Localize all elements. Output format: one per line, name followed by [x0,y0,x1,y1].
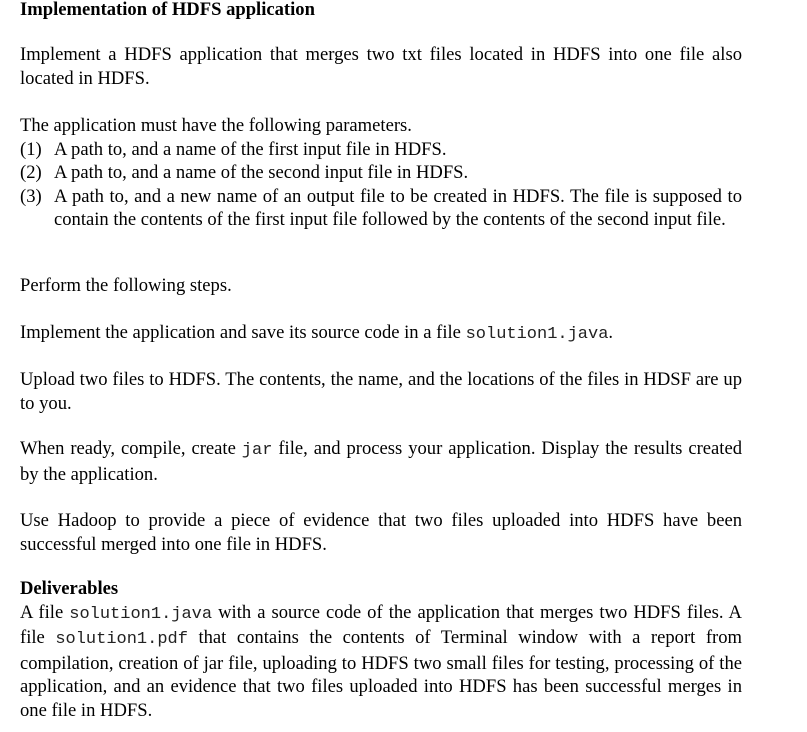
parameter-text: A path to, and a new name of an output file to be created in HDFS. The file is supposed to contain the contents of the first input file followed by the contents of the second input file. [54,185,742,230]
step-implement-text: Implement the application and save its source code in a file [20,322,466,343]
step-evidence: Use Hadoop to provide a piece of evidence that two files uploaded into HDFS have been successful merged into one file in HDFS. [20,510,742,555]
parameter-number: (3) [20,185,42,207]
jar-keyword: jar [241,441,273,460]
parameters-section [20,114,742,232]
deliverables-text-3: that contains the contents of Terminal window with a report from compilation, creation of jar file, uploading to HDFS two small files for testing, processing of the application, and an evidence that two files uploaded into HDFS has been successful merges in one file in HDFS. [20,627,742,721]
deliverables-section [20,577,742,722]
step-compile [20,437,742,486]
step-implement [20,321,742,347]
parameter-text: A path to, and a name of the first input file in HDFS. [54,138,447,160]
source-filename: solution1.java [465,325,609,344]
deliverable-source-filename: solution1.java [69,604,213,624]
parameter-text: A path to, and a name of the second input file in HDFS. [54,162,469,183]
deliverable-pdf-filename: solution1.pdf [55,630,188,649]
steps-intro: Perform the following steps. [20,275,232,296]
parameter-item [20,185,742,232]
step-compile-end: file, and process your application. Display the results created by the application. [20,438,742,485]
intro-paragraph: Implement a HDFS application that merges two txt files located in HDFS into one file also located in HDFS. [20,44,742,89]
step-compile-text: When ready, compile, create [20,438,242,459]
step-upload: Upload two files to HDFS. The contents, the name, and the locations of the files in HDSF are up to you. [20,369,742,414]
deliverables-heading: Deliverables [20,578,119,599]
parameter-item [20,161,742,185]
deliverables-text [20,601,742,723]
parameter-item [20,138,742,162]
parameter-number: (2) [20,162,42,183]
step-implement-end: . [608,322,614,343]
parameters-intro: The application must have the following parameters. [20,115,412,136]
deliverables-text-2: with a source code of the application that merges two HDFS files. A file [20,601,742,648]
deliverables-text-1: A file [20,601,70,623]
parameter-number: (1) [20,138,42,160]
parameters-list [20,138,742,232]
document-title: Implementation of HDFS application [20,0,315,20]
